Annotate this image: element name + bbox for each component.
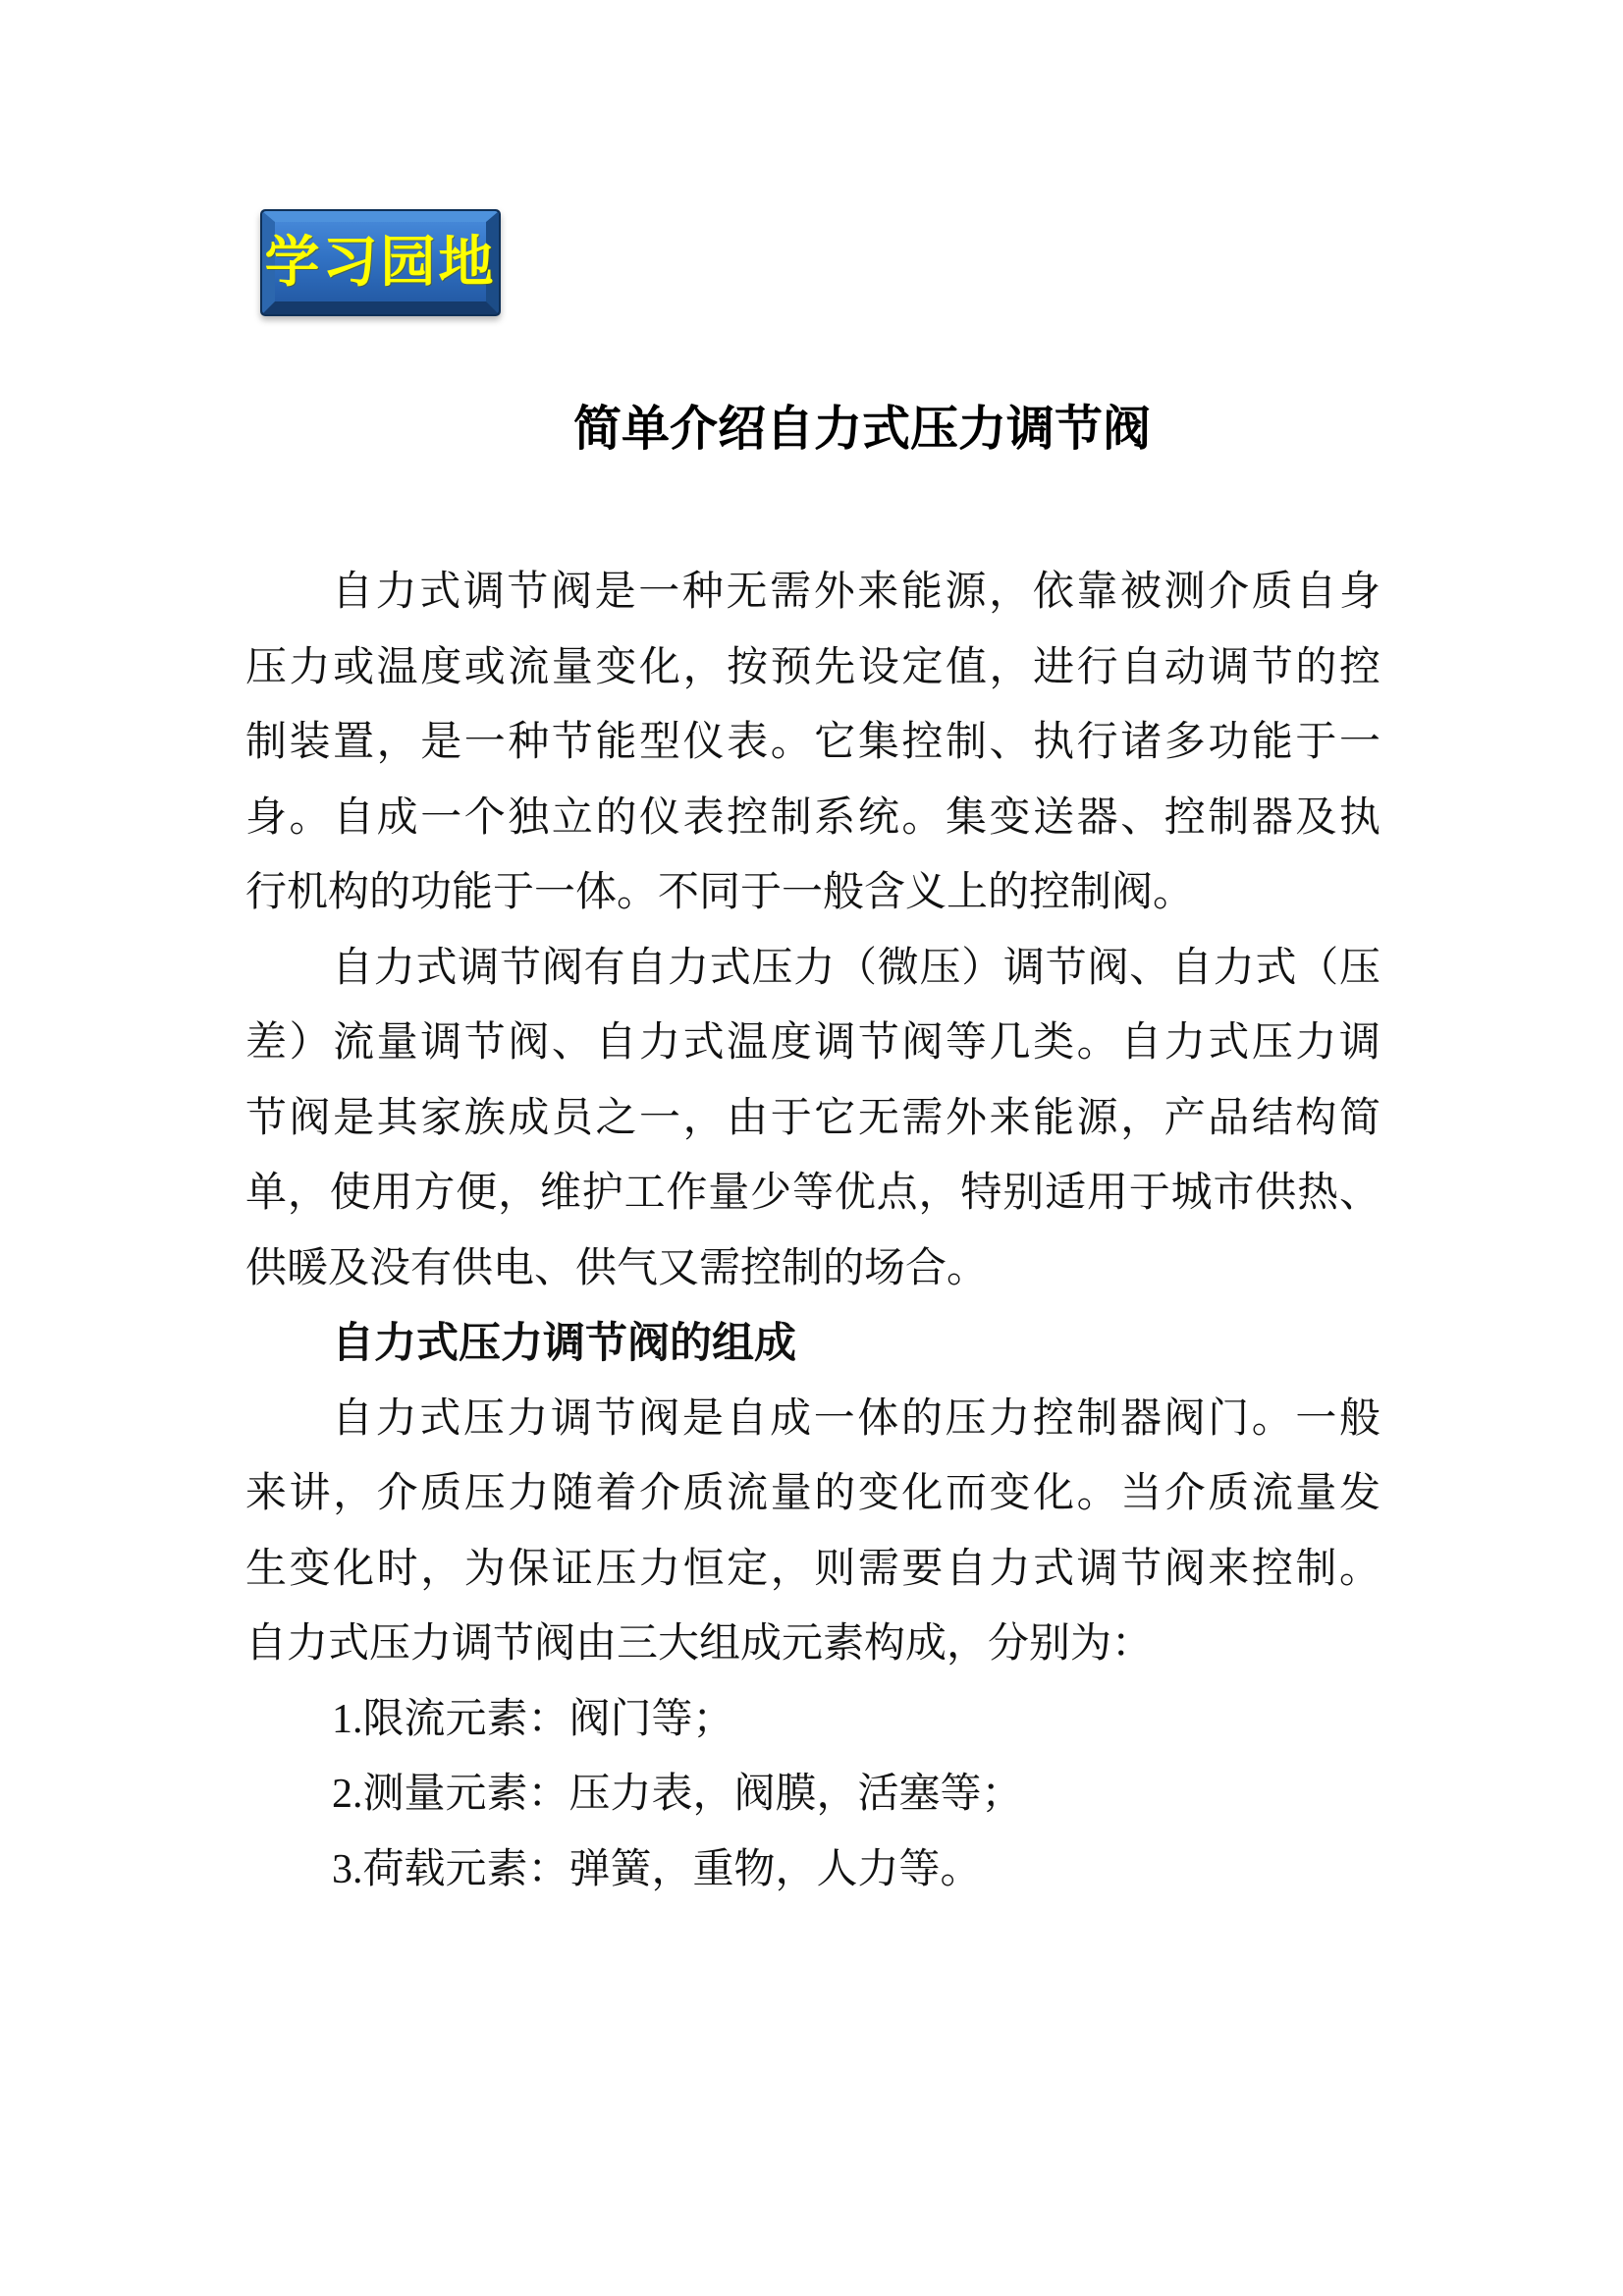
text-line: 自力式调节阀是一种无需外来能源，依靠被测介质自身	[332, 570, 1380, 615]
text-line: 供暖及没有供电、供气又需控制的场合。	[245, 1245, 989, 1291]
text-line: 自力式压力调节阀由三大组成元素构成，分别为：	[245, 1621, 1154, 1667]
text-line: 身。自成一个独立的仪表控制系统。集变送器、控制器及执	[245, 794, 1380, 841]
list-item: 2.测量元素：压力表，阀膜，活塞等；	[332, 1772, 1023, 1817]
page-title: 简单介绍自力式压力调节阀	[572, 402, 1151, 456]
learning-corner-badge	[260, 209, 501, 316]
text-line: 生变化时，为保证压力恒定，则需要自力式调节阀来控制。	[245, 1546, 1380, 1592]
text-line: 差）流量调节阀、自力式温度调节阀等几类。自力式压力调	[245, 1020, 1380, 1066]
list-item: 1.限流元素：阀门等；	[332, 1696, 734, 1742]
document-body	[245, 555, 1380, 1907]
section-heading: 自力式压力调节阀的组成	[332, 1320, 796, 1367]
text-line: 节阀是其家族成员之一，由于它无需外来能源，产品结构简	[245, 1095, 1380, 1141]
text-line: 自力式调节阀有自力式压力（微压）调节阀、自力式（压	[332, 945, 1380, 991]
text-line: 来讲，介质压力随着介质流量的变化而变化。当介质流量发	[245, 1471, 1380, 1516]
text-line: 压力或温度或流量变化，按预先设定值，进行自动调节的控	[245, 644, 1380, 690]
text-line: 单，使用方便，维护工作量少等优点，特别适用于城市供热、	[245, 1171, 1380, 1216]
text-line: 自力式压力调节阀是自成一体的压力控制器阀门。一般	[332, 1395, 1380, 1442]
text-line: 制装置，是一种节能型仪表。它集控制、执行诸多功能于一	[245, 720, 1380, 765]
learning-corner-badge-face	[262, 211, 499, 314]
text-line: 行机构的功能于一体。不同于一般含义上的控制阀。	[245, 870, 1195, 915]
learning-corner-badge-label: 学习园地	[264, 230, 497, 293]
list-item: 3.荷载元素：弹簧，重物，人力等。	[332, 1846, 982, 1892]
